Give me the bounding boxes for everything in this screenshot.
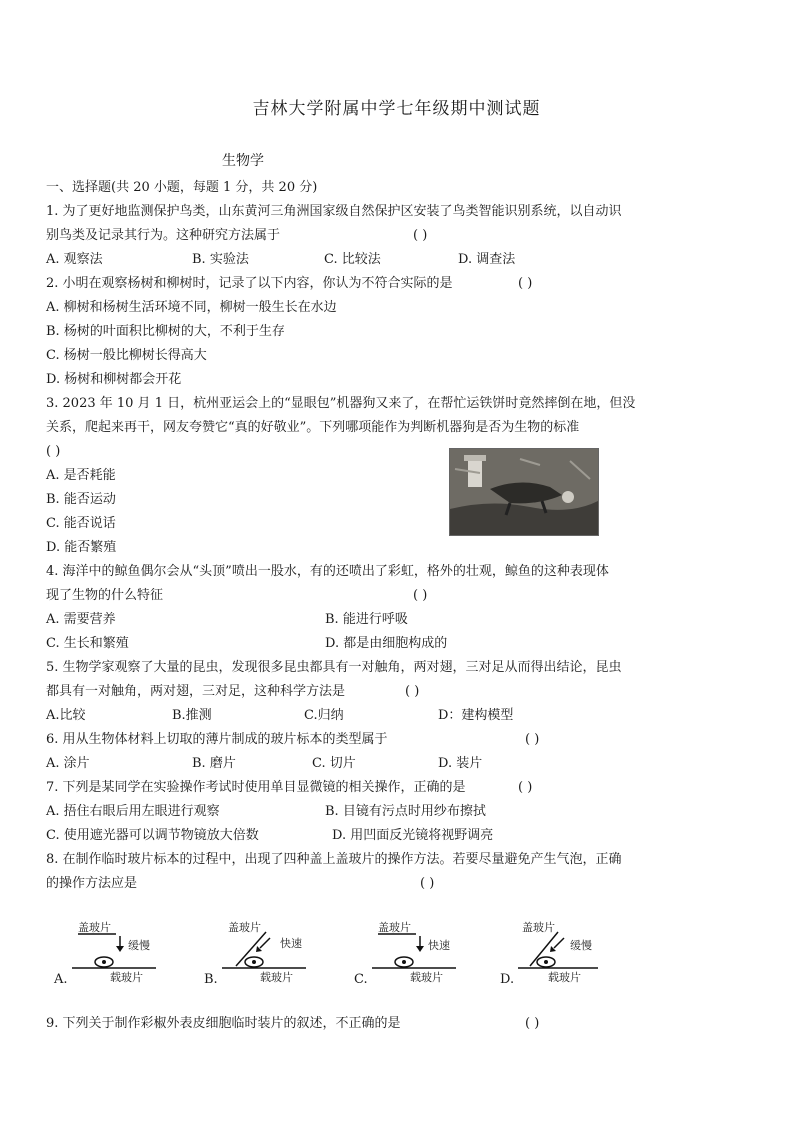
option-a-label: A. [54, 972, 68, 987]
slide-label: 载玻片 [410, 971, 443, 984]
fast-label: 快速 [280, 937, 302, 950]
q4-stem-line2: 现了生物的什么特征 [46, 588, 164, 603]
section-heading: 一、选择题(共 20 小题，每题 1 分，共 20 分) [46, 180, 318, 195]
q3-option-c[interactable]: C. 能否说话 [46, 516, 116, 531]
subject-label: 生物学 [222, 153, 264, 169]
q7-answer-paren: ( ) [518, 780, 533, 795]
q4-option-b[interactable]: B. 能进行呼吸 [325, 612, 408, 627]
q5-stem-line2: 都具有一对触角，两对翅，三对足，这种科学方法是 [46, 684, 346, 699]
q6-answer-paren: ( ) [525, 732, 540, 747]
q1-option-a[interactable]: A. 观察法 [46, 252, 103, 267]
q1-option-c[interactable]: C. 比较法 [324, 252, 381, 267]
q7-option-c[interactable]: C. 使用遮光器可以调节物镜放大倍数 [46, 828, 259, 843]
q6-stem: 6. 用从生物体材料上切取的薄片制成的玻片标本的类型属于 [46, 732, 388, 747]
q8-stem-line2: 的操作方法应是 [46, 876, 138, 891]
slide-label: 载玻片 [110, 971, 143, 984]
q2-stem: 2. 小明在观察杨树和柳树时，记录了以下内容，你认为不符合实际的是 [46, 276, 453, 291]
q7-option-b[interactable]: B. 目镜有污点时用纱布擦拭 [325, 804, 486, 819]
q3-option-d[interactable]: D. 能否繁殖 [46, 540, 117, 555]
q4-option-c[interactable]: C. 生长和繁殖 [46, 636, 129, 651]
diagram-c-drawing [352, 918, 462, 988]
option-d-label: D. [500, 972, 515, 987]
q5-option-d[interactable]: D：建构模型 [438, 708, 514, 723]
q6-option-d[interactable]: D. 装片 [438, 756, 483, 771]
q5-option-a[interactable]: A.比较 [46, 708, 86, 723]
slide-label: 载玻片 [548, 971, 581, 984]
q8-diagram-a[interactable] [52, 918, 162, 988]
slide-label: 载玻片 [260, 971, 293, 984]
slow-label: 缓慢 [570, 939, 592, 952]
cover-slip-label: 盖玻片 [522, 921, 555, 934]
q3-answer-paren: ( ) [46, 444, 61, 459]
cover-slip-label: 盖玻片 [228, 921, 261, 934]
q6-option-b[interactable]: B. 磨片 [192, 756, 236, 771]
q4-option-a[interactable]: A. 需要营养 [46, 612, 116, 627]
q1-stem-line2: 别鸟类及记录其行为。这种研究方法属于 [46, 228, 281, 243]
q2-option-a[interactable]: A. 柳树和杨树生活环境不同，柳树一般生长在水边 [46, 300, 337, 315]
option-b-label: B. [204, 972, 218, 987]
q1-option-b[interactable]: B. 实验法 [192, 252, 249, 267]
cover-slip-label: 盖玻片 [78, 921, 111, 934]
q6-option-a[interactable]: A. 涂片 [46, 756, 90, 771]
q2-option-b[interactable]: B. 杨树的叶面积比柳树的大，不利于生存 [46, 324, 285, 339]
option-c-label: C. [354, 972, 368, 987]
q3-option-b[interactable]: B. 能否运动 [46, 492, 116, 507]
q5-option-b[interactable]: B.推测 [172, 708, 212, 723]
q4-stem-line1: 4. 海洋中的鲸鱼偶尔会从“头顶”喷出一股水，有的还喷出了彩虹，格外的壮观，鲸鱼的这种表现体 [46, 564, 609, 579]
fast-label: 快速 [428, 939, 450, 952]
slow-label: 缓慢 [128, 939, 150, 952]
q1-option-d[interactable]: D. 调查法 [458, 252, 516, 267]
cover-slip-label: 盖玻片 [378, 921, 411, 934]
page-title: 吉林大学附属中学七年级期中测试题 [252, 99, 541, 119]
diagram-d-drawing [498, 918, 608, 988]
q5-stem-line1: 5. 生物学家观察了大量的昆虫，发现很多昆虫都具有一对触角，两对翅，三对足从而得出结论，昆虫 [46, 660, 622, 675]
q3-option-a[interactable]: A. 是否耗能 [46, 468, 116, 483]
q3-stem-line1: 3. 2023 年 10 月 1 日，杭州亚运会上的“显眼包”机器狗又来了，在帮忙运铁饼时竟然摔倒在地，但没 [46, 396, 636, 411]
q4-option-d[interactable]: D. 都是由细胞构成的 [325, 636, 448, 651]
diagram-a-drawing [52, 918, 162, 988]
q5-option-c[interactable]: C.归纳 [304, 708, 344, 723]
q1-stem-line1: 1. 为了更好地监测保护鸟类，山东黄河三角洲国家级自然保护区安装了鸟类智能识别系统，以自动识 [46, 204, 622, 219]
q9-answer-paren: ( ) [525, 1016, 540, 1031]
q8-answer-paren: ( ) [420, 876, 435, 891]
q8-diagram-d[interactable] [498, 918, 608, 988]
q7-option-a[interactable]: A. 捂住右眼后用左眼进行观察 [46, 804, 220, 819]
q8-diagram-c[interactable] [352, 918, 462, 988]
diagram-b-drawing [202, 918, 312, 988]
q8-diagram-b[interactable] [202, 918, 312, 988]
q2-answer-paren: ( ) [518, 276, 533, 291]
q8-stem-line1: 8. 在制作临时玻片标本的过程中，出现了四种盖上盖玻片的操作方法。若要尽量避免产生气泡，正确 [46, 852, 622, 867]
q6-option-c[interactable]: C. 切片 [312, 756, 356, 771]
q1-answer-paren: ( ) [413, 228, 428, 243]
robot-dog-photo [449, 448, 599, 536]
q7-option-d[interactable]: D. 用凹面反光镜将视野调亮 [332, 828, 494, 843]
q5-answer-paren: ( ) [405, 684, 420, 699]
q2-option-c[interactable]: C. 杨树一般比柳树长得高大 [46, 348, 207, 363]
q7-stem: 7. 下列是某同学在实验操作考试时使用单目显微镜的相关操作，正确的是 [46, 780, 466, 795]
q4-answer-paren: ( ) [413, 588, 428, 603]
q9-stem: 9. 下列关于制作彩椒外表皮细胞临时装片的叙述，不正确的是 [46, 1016, 401, 1031]
q3-stem-line2: 关系，爬起来再干，网友夸赞它“真的好敬业”。下列哪项能作为判断机器狗是否为生物的标准 [46, 420, 580, 435]
q2-option-d[interactable]: D. 杨树和柳树都会开花 [46, 372, 182, 387]
